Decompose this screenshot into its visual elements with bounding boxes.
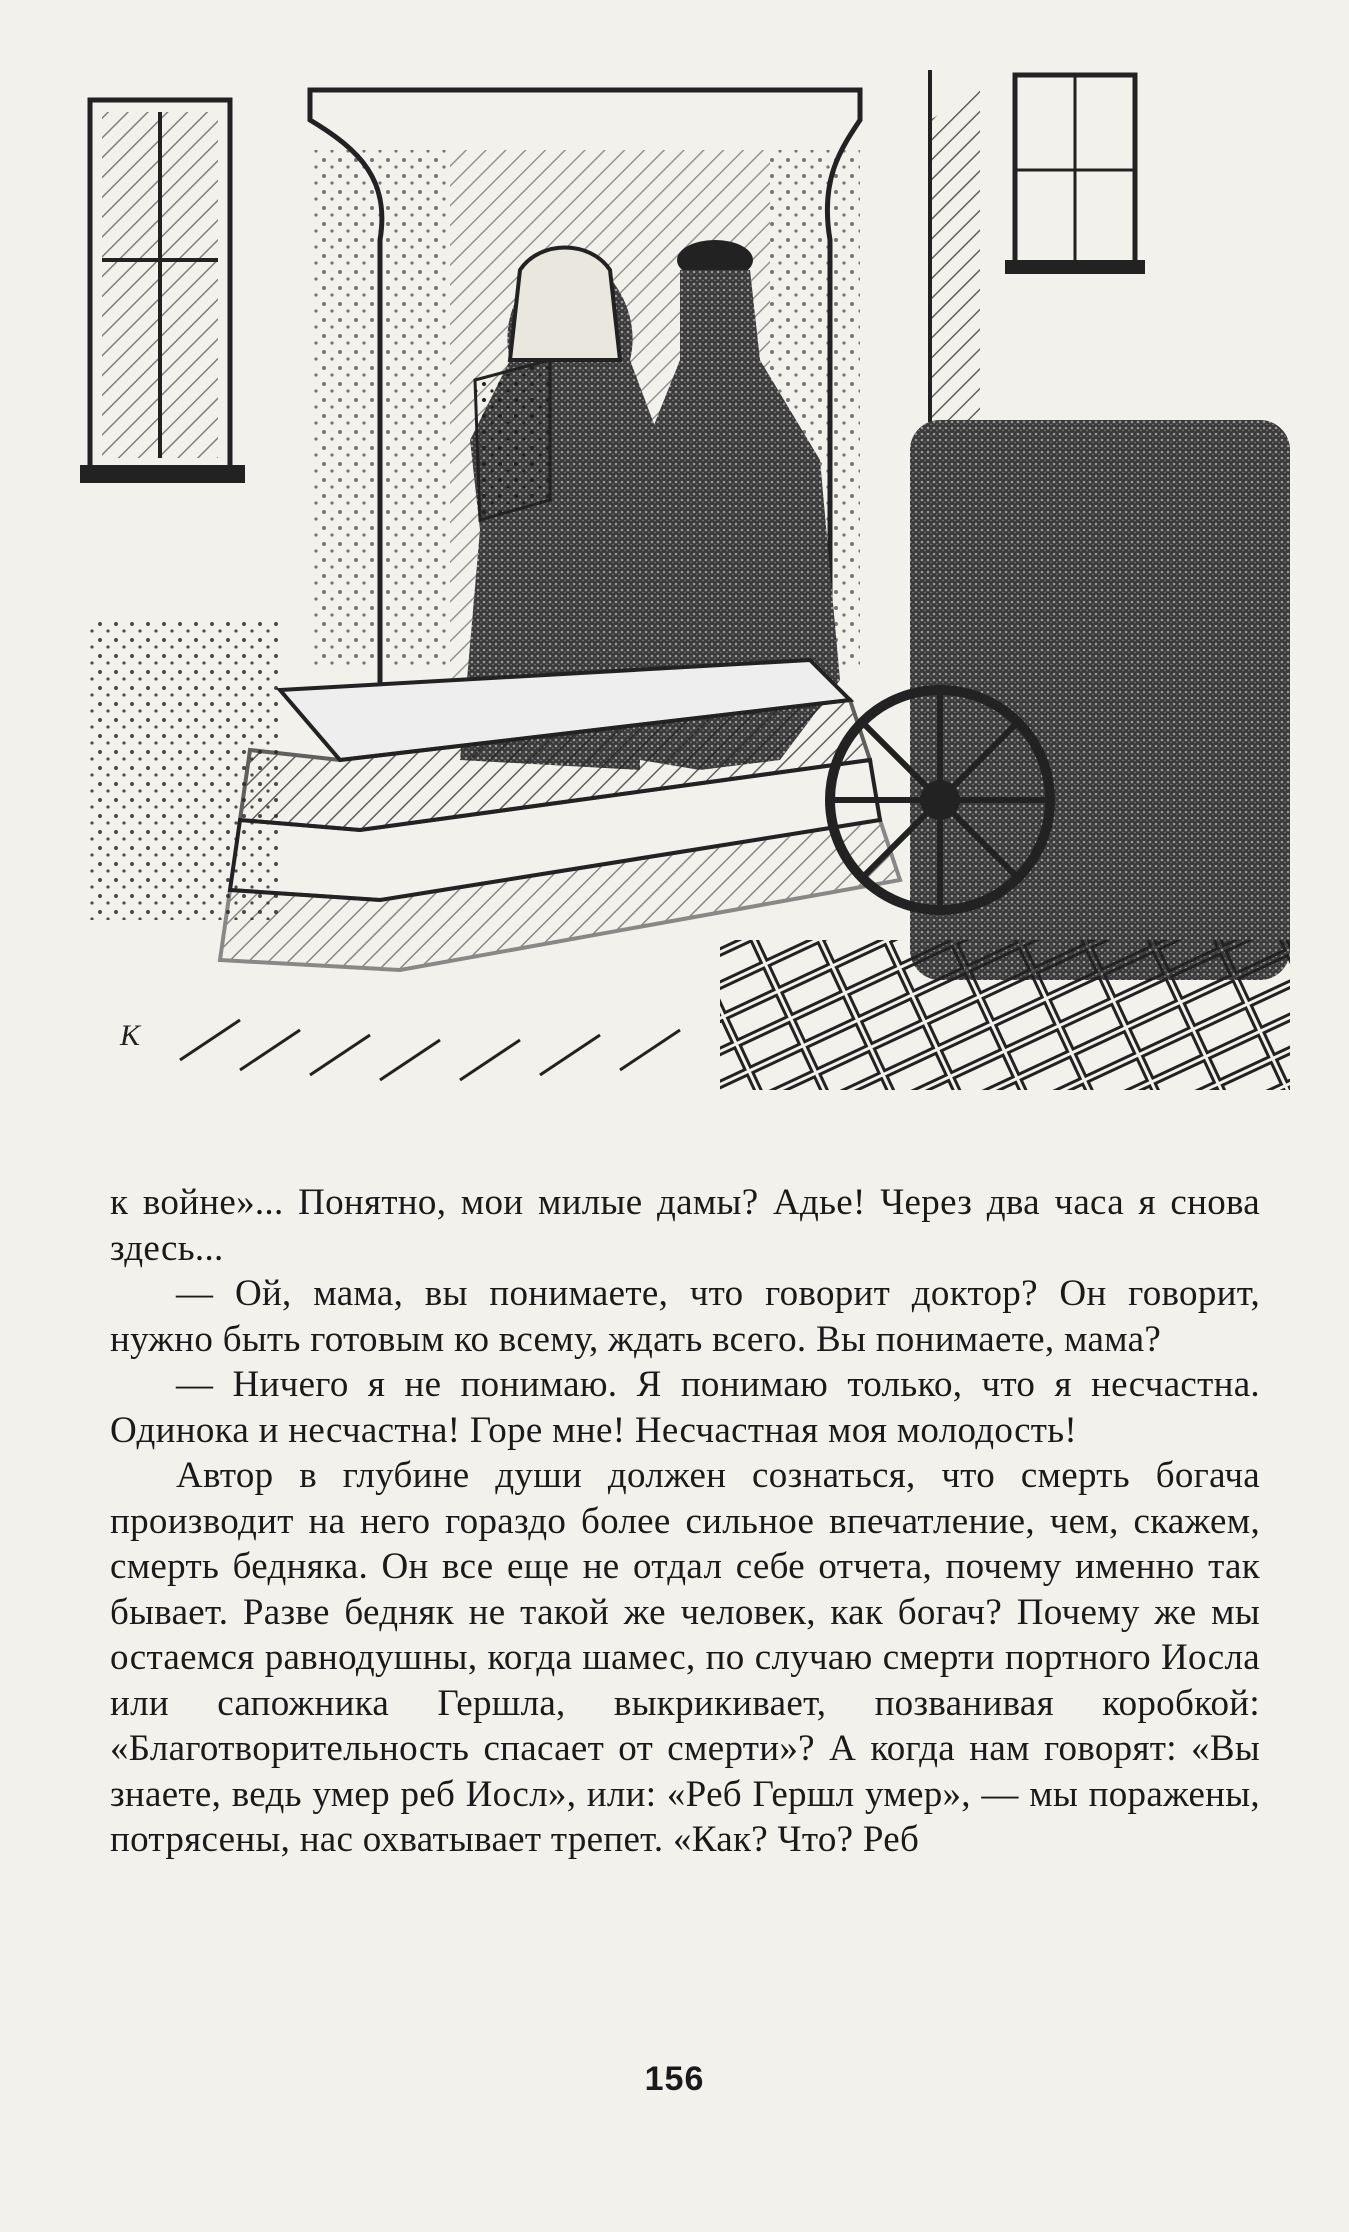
ink-illustration xyxy=(80,60,1290,1100)
right-building xyxy=(930,70,1145,440)
cobblestones xyxy=(720,940,1290,1090)
artist-signature: К xyxy=(120,1019,140,1052)
ground-left xyxy=(90,620,280,920)
paragraph: Автор в глубине души должен сознаться, что смерть богача производит на него гораздо более сильное впечатление, чем, скажем, смерть бедняка. Он все еще не отдал себе отчета, почему именно так бывает. Разве бедняк не такой же человек, как богач? Почему же мы остаемся равнодушны, когда шамес, по случаю смерти портного Иосла или сапожника Гершла, выкрикивает, позванивая коробкой: «Благотворительность спасает от смерти»? А когда нам говорят: «Вы знаете, ведь умер реб Иосл», или: «Реб Гершл умер», — мы поражены, потрясены, нас охватывает трепет. «Как? Что? Реб xyxy=(110,1455,1260,1860)
cart xyxy=(830,420,1290,980)
ground-hatch xyxy=(180,1020,680,1080)
steps xyxy=(220,660,900,970)
paragraph: — Ой, мама, вы понимаете, что говорит доктор? Он говорит, нужно быть готовым ко всему, ждать всего. Вы понимаете, мама? xyxy=(110,1273,1260,1360)
page-number: 156 xyxy=(644,2060,705,2098)
paragraph: — Ничего я не понимаю. Я понимаю только, что я несчастна. Одинока и несчастна! Горе мне! Несчастная моя молодость! xyxy=(110,1364,1260,1451)
paragraph: к войне»... Понятно, мои милые дамы? Адье! Через два часа я снова здесь... xyxy=(110,1182,1260,1269)
body-text xyxy=(110,1180,1260,1863)
left-window xyxy=(80,100,245,483)
